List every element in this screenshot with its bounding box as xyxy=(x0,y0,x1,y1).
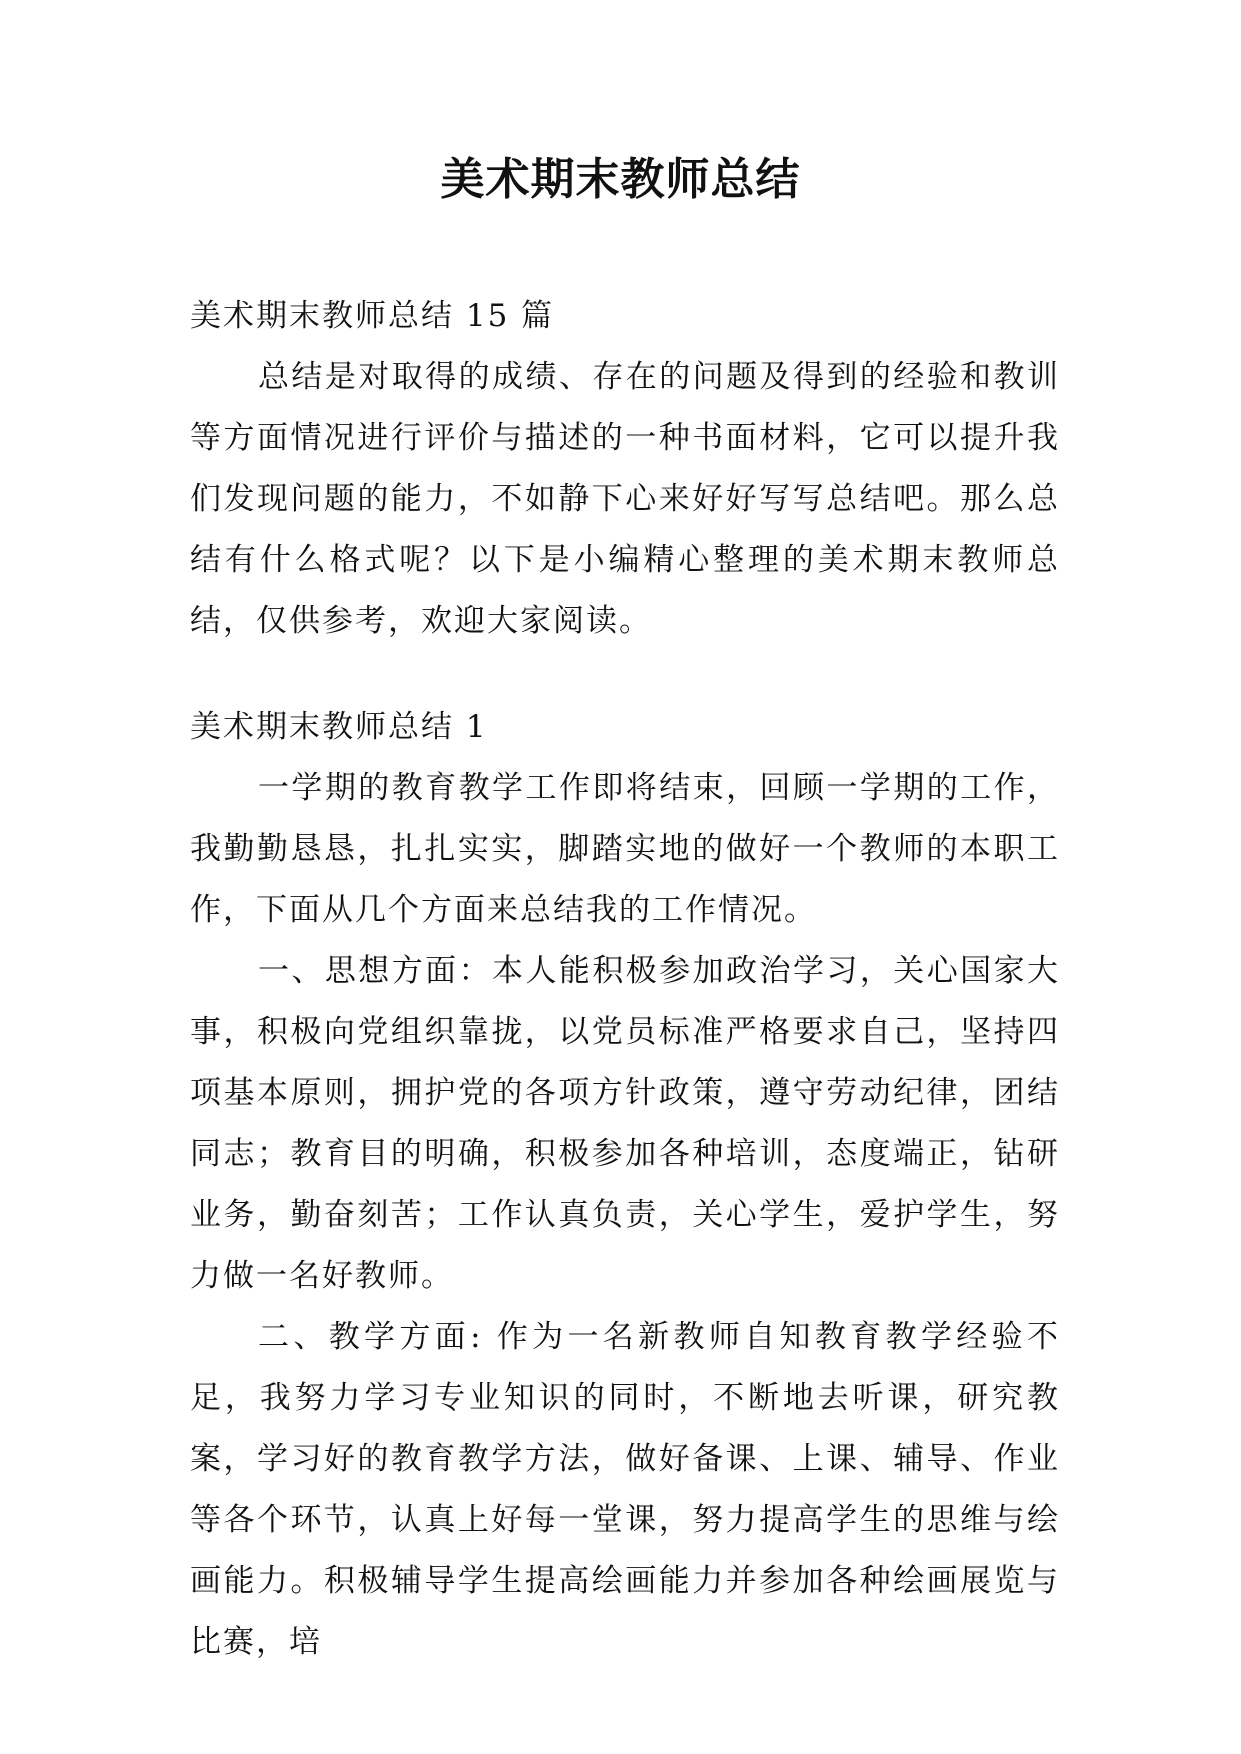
intro-heading: 美术期末教师总结 15 篇 xyxy=(190,298,555,334)
section-1-paragraph-2: 一、思想方面：本人能积极参加政治学习，关心国家大事，积极向党组织靠拢，以党员标准严格要求自己，坚持四项基本原则，拥护党的各项方针政策，遵守劳动纪律，团结同志；教育目的明确，积极参加各种培训，态度端正，钻研业务，勤奋刻苦；工作认真负责，关心学生，爱护学生，努力做一名好教师。 xyxy=(190,953,1060,1294)
intro-paragraph: 总结是对取得的成绩、存在的问题及得到的经验和教训等方面情况进行评价与描述的一种书面材料，它可以提升我们发现问题的能力，不如静下心来好好写写总结吧。那么总结有什么格式呢？以下是小编精心整理的美术期末教师总结，仅供参考，欢迎大家阅读。 xyxy=(190,359,1060,639)
section-1-heading: 美术期末教师总结 1 xyxy=(190,709,488,745)
intro-block xyxy=(190,286,1060,652)
section-1-paragraph-3: 二、教学方面: 作为一名新教师自知教育教学经验不足，我努力学习专业知识的同时，不断地去听课，研究教案，学习好的教育教学方法，做好备课、上课、辅导、作业等各个环节，认真上好每一堂课，努力提高学生的思维与绘画能力。积极辅导学生提高绘画能力并参加各种绘画展览与比赛，培 xyxy=(190,1319,1060,1660)
section-1-paragraph-1: 一学期的教育教学工作即将结束，回顾一学期的工作，我勤勤恳恳，扎扎实实，脚踏实地的做好一个教师的本职工作，下面从几个方面来总结我的工作情况。 xyxy=(190,770,1060,928)
section-1-block xyxy=(190,697,1060,1673)
document-title: 美术期末教师总结 xyxy=(440,154,801,205)
